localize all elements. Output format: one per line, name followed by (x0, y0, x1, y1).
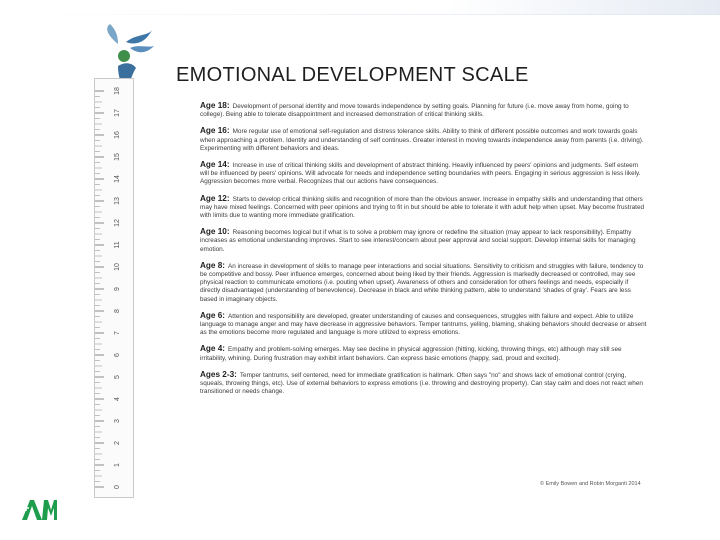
section-text: Empathy and problem-solving emerges. May see decline in physical aggression (hitting, kicking, throwing things, etc) although may still see irritability, whining. During frustration may exhibit infant behaviors. Can express basic emotions (happy, sad, proud and excited). (200, 346, 622, 362)
age-label: Age 6: (200, 310, 226, 320)
ruler-number: 5 (113, 375, 121, 379)
ruler-number: 1 (113, 463, 121, 467)
copyright-credit: © Emily Bowen and Robin Morganti 2014 (540, 481, 641, 487)
section-text: An increase in development of skills to manage peer interactions and social situations. Sensitivity to criticism and struggles with failure, tendency to be competitive and bossy. Peer influence emerges, concerned about being liked by their friends. Aggression is markedly decreased or controlled, may see physical reaction to communicate emotions (i.e. pouting when upset). Awareness of others and consideration for others feelings and needs, especially if directly disadvantaged (understanding of benevolence). Decrease in black and white thinking pattern, able to understand 'shades of gray'. Fears are less based in imaginary objects. (200, 262, 644, 303)
section-text: More regular use of emotional self-regulation and distress tolerance skills. Ability to think of different possible outcomes and work towards goals when approaching a problem. Identity and understanding of self continues. Greater interest in moving towards independence away from parents (i.e. driving). Experimenting with different behaviors and ideas. (200, 128, 644, 152)
age-label: Age 10: (200, 227, 230, 237)
ruler-number: 6 (113, 353, 121, 357)
age-label: Age 14: (200, 160, 230, 170)
age-label: Age 16: (200, 126, 230, 136)
ruler-number: 8 (113, 309, 121, 313)
ruler (94, 78, 134, 498)
age-label: Age 8: (200, 260, 226, 270)
ruler-number: 16 (113, 131, 121, 139)
ruler-number: 10 (113, 263, 121, 271)
section-text: Increase in use of critical thinking skills and development of abstract thinking. Heavily influenced by peers' opinions and judgments. Self esteem will be influenced by peers' opinions. Will advocate for needs and independence setting boundaries with peers. Engaging in serious aggression is less likely. Aggression becomes more verbal. Recognizes that our actions have consequences. (200, 162, 641, 186)
ruler-number: 4 (113, 397, 121, 401)
section-text: Starts to develop critical thinking skills and recognition of more than the obvious answer. Increase in empathy skills and understanding that others may have mixed feelings. Concerned with peer opinions and trying to fit in but should be able to tolerate it with adult help when upset. May become frustrated with limits due to wanting more immediate gratification. (200, 195, 645, 220)
ruler-number: 11 (113, 241, 121, 249)
ruler-number: 9 (113, 287, 121, 291)
section-age-6 (200, 312, 648, 338)
age-label: Age 12: (200, 193, 230, 203)
section-age-14 (200, 161, 648, 187)
section-age-12 (200, 195, 648, 221)
ruler-scale (95, 79, 133, 497)
ruler-number: 12 (113, 219, 121, 227)
section-text: Temper tantrums, self centered, need for immediate gratification is hallmark. Often says "no" and shows lack of emotional control (crying, squeals, throwing things, etc). Use of external behaviors to express emotions (i.e. throwing and destroying property). Can stay calm and does not react when transitioned or needs change. (200, 371, 643, 396)
section-age-10 (200, 228, 648, 254)
age-label: Age 4: (200, 344, 226, 354)
section-text: Development of personal identity and move towards independence by setting goals. Planning for future (i.e. move away from home, going to college). Being able to tolerate disappointment and increased demonstration of critical thinking skills. (200, 103, 629, 119)
slide-top-rule (0, 14, 720, 15)
section-age-8 (200, 262, 648, 304)
section-text: Attention and responsibility are developed, greater understanding of causes and consequences, struggles with failure and expect. Able to utilize language to manage anger and may have decrease in aggressive behaviors. Temper tantrums, yelling, blaming, shaking behaviors should decrease or absent as the emotions become more regulated and language is more utilized to express emotions. (200, 312, 647, 337)
ruler-number: 2 (113, 441, 121, 445)
age-label: Age 18: (200, 101, 230, 110)
slide-top-bar (0, 0, 720, 14)
ruler-number: 7 (113, 331, 121, 335)
section-age-16 (200, 127, 648, 153)
ruler-number: 18 (113, 87, 121, 95)
scale-content (200, 102, 648, 404)
section-age-18 (200, 102, 648, 119)
ruler-number: 13 (113, 197, 121, 205)
section-age-2-3 (200, 371, 648, 397)
section-text: Reasoning becomes logical but if what is to solve a problem may ignore or redefine the situation (may appear to lack responsibility). Empathy increases as emotional understanding improves. Start to see interest/concern about peer approval and social support. Develop internal skills for managing emotion. (200, 229, 636, 253)
ruler-number: 3 (113, 419, 121, 423)
ruler-number: 0 (113, 485, 121, 489)
brand-logo-icon (20, 496, 58, 522)
section-age-4 (200, 345, 648, 362)
ruler-number: 15 (113, 153, 121, 161)
age-label: Ages 2-3: (200, 369, 237, 379)
ruler-number: 14 (113, 175, 121, 183)
page-title: EMOTIONAL DEVELOPMENT SCALE (176, 64, 529, 86)
ruler-number: 17 (113, 109, 121, 117)
